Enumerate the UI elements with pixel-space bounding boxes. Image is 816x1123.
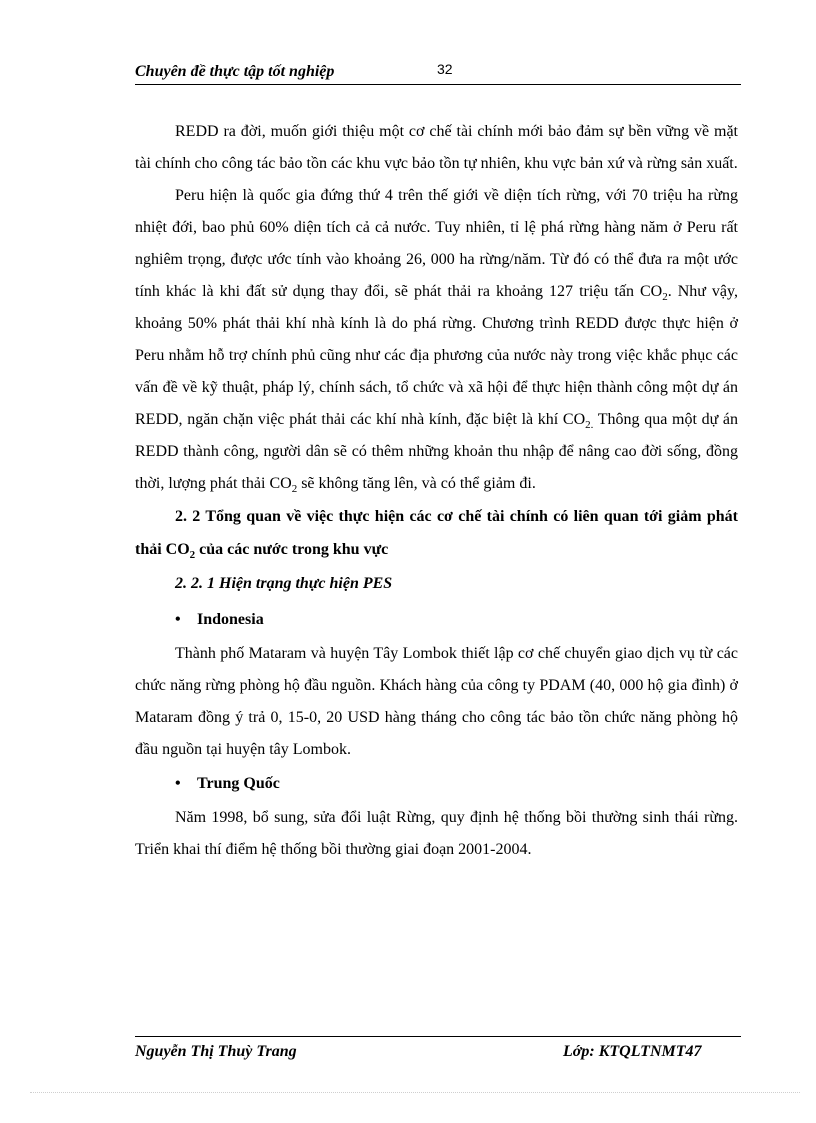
- page-edge-line: [30, 1092, 800, 1093]
- page-number: 32: [437, 61, 453, 77]
- footer-class: Lớp: KTQLTNMT47: [563, 1043, 702, 1060]
- subscript-2: 2.: [585, 419, 594, 431]
- page-body: [135, 116, 738, 866]
- header-title: Chuyên đề thực tập tốt nghiệp: [135, 63, 335, 80]
- subscript-2: 2: [291, 483, 298, 495]
- page-header: [135, 60, 741, 84]
- header-divider: [135, 84, 741, 85]
- paragraph-china: Năm 1998, bổ sung, sửa đổi luật Rừng, quy định hệ thống bồi thường sinh thái rừng. Triển khai thí điểm hệ thống bồi thường giai đoạn 2001-2004.: [135, 809, 738, 858]
- subscript-2: 2: [662, 291, 668, 303]
- paragraph-indonesia: Thành phố Mataram và huyện Tây Lombok thiết lập cơ chế chuyển giao dịch vụ từ các chức năng rừng phòng hộ đầu nguồn. Khách hàng của công ty PDAM (40, 000 hộ gia đình) ở Mataram đồng ý trả 0, 15-0, 20 USD hàng tháng cho công tác bảo tồn chức năng phòng hộ đầu nguồn tại huyện tây Lombok.: [135, 645, 738, 758]
- section-heading: 2. 2 Tổng quan về việc thực hiện các cơ chế tài chính có liên quan tới giảm phát thải $CO_2$ của các nước trong khu vực: [135, 508, 738, 561]
- paragraph-peru: Peru hiện là quốc gia đứng thứ 4 trên thế giới về diện tích rừng, với 70 triệu ha rừng nhiệt đới, bao phủ 60% diện tích cả cả nước. Tuy nhiên, tỉ lệ phá rừng hàng năm ở Peru rất nghiêm trọng, được ước tính vào khoảng 26, 000 ha rừng/năm. Từ đó có thể đưa ra một ước tính khác là khi đất sử dụng thay đổi, sẽ phát thải ra khoảng 127 triệu tấn $CO_2$. Như vậy, khoảng 50% phát thải khí nhà kính là do phá rừng. Chương trình REDD được thực hiện ở Peru nhằm hỗ trợ chính phủ cũng như các địa phương của nước này trong việc khắc phục các vấn đề về kỹ thuật, pháp lý, chính sách, tổ chức và xã hội để thực hiện thành công một dự án REDD, ngăn chặn việc phát thải các khí nhà kính, đặc biệt là khí $CO_{2.}$ Thông qua một dự án REDD thành công, người dân sẽ có thêm những khoản thu nhập để nâng cao đời sống, đồng thời, lượng phát thải $CO_2$ sẽ không tăng lên, và có thể giảm đi.: [135, 187, 739, 495]
- bullet-indonesia: • Indonesia: [135, 602, 738, 638]
- footer-author: Nguyễn Thị Thuỳ Trang: [135, 1043, 297, 1060]
- bullet-china: • Trung Quốc: [135, 766, 738, 802]
- footer-divider: [135, 1036, 741, 1037]
- bullet-icon: •: [175, 775, 181, 792]
- subsection-heading: 2. 2. 1 Hiện trạng thực hiện PES: [175, 575, 393, 592]
- bullet-icon: •: [175, 611, 181, 628]
- paragraph-redd-intro: REDD ra đời, muốn giới thiệu một cơ chế tài chính mới bảo đảm sự bền vững về mặt tài chính cho công tác bảo tồn các khu vực bảo tồn tự nhiên, khu vực bản xứ và rừng sản xuất.: [135, 123, 738, 172]
- subscript-2: 2: [189, 549, 196, 561]
